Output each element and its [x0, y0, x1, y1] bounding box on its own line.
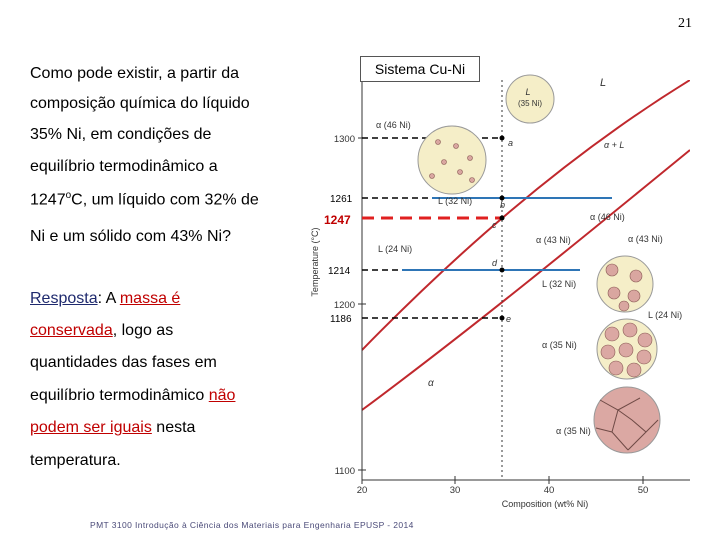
ann-alpha-43: α (43 Ni)	[536, 235, 571, 245]
ann-alpha-46-right: α (46 Ni)	[590, 212, 625, 222]
y-tick-label: 1300	[333, 134, 355, 145]
question-line-2: composição química do líquido	[30, 95, 250, 112]
ann-alpha-35: α (35 Ni)	[542, 340, 577, 350]
point-label-e: e	[506, 314, 512, 324]
x-tick-label: 20	[356, 485, 368, 496]
x-tick-label: 30	[449, 485, 461, 496]
ann-L-32: L (32 Ni)	[438, 196, 473, 206]
question-line-4: equilíbrio termodinâmico a	[30, 158, 218, 175]
ann-alpha-46: α (46 Ni)	[376, 120, 411, 130]
point-a	[500, 136, 505, 141]
point-e	[500, 316, 505, 321]
y-axis-label: Temperature (°C)	[310, 227, 320, 297]
footer: PMT 3100 Introdução à Ciência dos Materiais para Engenharia EPUSP - 2014	[90, 520, 414, 530]
question-line-1: Como pode existir, a partir da	[30, 65, 239, 82]
point-d	[500, 268, 505, 273]
x-axis-label: Composition (wt% Ni)	[501, 499, 589, 509]
microstructure-point-d	[597, 256, 653, 312]
temp-1186: 1186	[330, 314, 352, 325]
x-tick-label: 50	[637, 485, 649, 496]
answer-line-1: Resposta: A massa é	[30, 290, 181, 307]
ann-L-24: L (24 Ni)	[378, 244, 413, 254]
microstructure-point-b	[418, 126, 486, 194]
microstructure-liquid	[506, 75, 554, 123]
temp-1261: 1261	[330, 194, 353, 205]
ann-alpha-35-b: α (35 Ni)	[556, 426, 591, 436]
svg-text:L: L	[525, 87, 531, 97]
answer-line-2: conservada, logo as	[30, 322, 174, 339]
slide-number: 21	[678, 16, 692, 31]
region-L: L	[600, 77, 607, 89]
microstructure-solid	[594, 387, 660, 453]
x-tick-label: 40	[543, 485, 555, 496]
question-line-5: 1247$^o$C, um líquido com 32% de	[30, 190, 259, 209]
point-label-c: c	[492, 220, 497, 230]
system-title: Sistema Cu-Ni	[360, 56, 480, 82]
microstructure-point-e	[597, 319, 657, 379]
point-label-b: b	[500, 200, 506, 210]
region-alpha-L: α + L	[604, 140, 625, 150]
y-tick-label: 1100	[334, 466, 355, 477]
ann-L-32-lower: L (32 Ni)	[542, 279, 577, 289]
y-tick-label: 1200	[333, 300, 355, 311]
ann-L-24-right: L (24 Ni)	[648, 310, 683, 320]
svg-text:(35 Ni): (35 Ni)	[517, 99, 543, 108]
answer-label: Resposta	[30, 290, 98, 307]
temp-1247: 1247	[324, 213, 351, 227]
temp-1214: 1214	[328, 266, 351, 277]
answer-line-5: podem ser iguais nesta	[30, 419, 196, 436]
answer-line-6: temperatura.	[30, 452, 121, 469]
question-line-3: 35% Ni, em condições de	[30, 126, 212, 143]
ann-alpha-43-right: α (43 Ni)	[628, 234, 663, 244]
point-c	[500, 216, 505, 221]
question-line-6: Ni e um sólido com 43% Ni?	[30, 228, 231, 245]
point-label-d: d	[492, 258, 498, 268]
answer-line-3: quantidades das fases em	[30, 354, 217, 371]
region-alpha: α	[428, 378, 434, 389]
point-label-a: a	[508, 138, 514, 148]
answer-line-4: equilíbrio termodinâmico não	[30, 387, 236, 404]
